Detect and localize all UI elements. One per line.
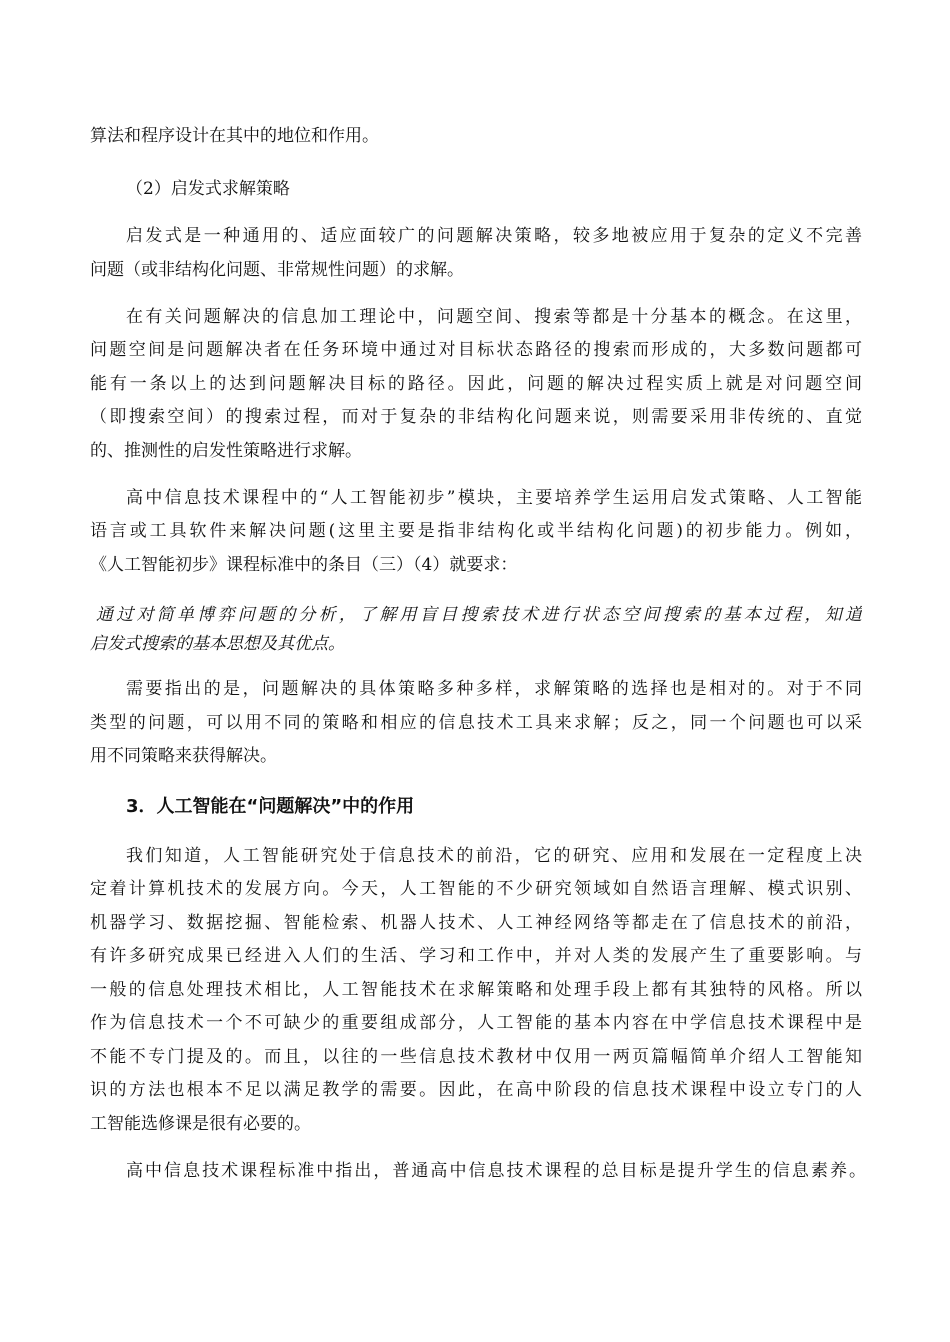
paragraph-line: 用不同策略来获得解决。 [90,746,277,766]
paragraph-line: 作为信息技术一个不可缺少的重要组成部分，人工智能的基本内容在中学信息技术课程中是 [90,1013,862,1033]
paragraph-line: 一般的信息处理技术相比，人工智能技术在求解策略和处理手段上都有其独特的风格。所以 [90,980,862,1000]
paragraph-line: 问题空间是问题解决者在任务环境中通过对目标状态路径的搜索而形成的，大多数问题都可 [90,340,862,360]
paragraph-line: 算法和程序设计在其中的地位和作用。 [90,126,379,146]
paragraph-line: 我们知道，人工智能研究处于信息技术的前沿，它的研究、应用和发展在一定程度上决 [126,846,862,866]
quote-line: 通过对简单博弈问题的分析，了解用盲目搜索技术进行状态空间搜索的基本过程，知道 [96,605,862,625]
paragraph-line: 能有一条以上的达到问题解决目标的路径。因此，问题的解决过程实质上就是对问题空间 [90,374,862,394]
paragraph-line: 识的方法也根本不足以满足教学的需要。因此，在高中阶段的信息技术课程中设立专门的人 [90,1080,862,1100]
paragraph-line: 的、推测性的启发性策略进行求解。 [90,441,362,461]
paragraph-line: 有许多研究成果已经进入人们的生活、学习和工作中，并对人类的发展产生了重要影响。与 [90,946,862,966]
paragraph-line: 《人工智能初步》课程标准中的条目（三）（4）就要求： [90,555,518,575]
paragraph-line: 语言或工具软件来解决问题(这里主要是指非结构化或半结构化问题)的初步能力。例如， [90,521,862,541]
quote-line: 启发式搜索的基本思想及其优点。 [90,634,345,654]
paragraph-line: 类型的问题，可以用不同的策略和相应的信息技术工具来求解；反之，同一个问题也可以采 [90,713,862,733]
paragraph-line: 定着计算机技术的发展方向。今天，人工智能的不少研究领域如自然语言理解、模式识别、 [90,879,862,899]
paragraph-line: 问题（或非结构化问题、非常规性问题）的求解。 [90,260,464,280]
paragraph-line: 工智能选修课是很有必要的。 [90,1114,311,1134]
paragraph-line: （即搜索空间）的搜索过程，而对于复杂的非结构化问题来说，则需要采用非传统的、直觉 [90,407,862,427]
paragraph-line: 高中信息技术课程标准中指出，普通高中信息技术课程的总目标是提升学生的信息素养。 [126,1161,866,1181]
paragraph-line: 启发式是一种通用的、适应面较广的问题解决策略，较多地被应用于复杂的定义不完善 [126,226,862,246]
section-heading: 3．人工智能在“问题解决”中的作用 [126,796,415,817]
paragraph-line: 高中信息技术课程中的“人工智能初步”模块，主要培养学生运用启发式策略、人工智能 [126,488,862,508]
paragraph-line: 在有关问题解决的信息加工理论中，问题空间、搜索等都是十分基本的概念。在这里， [126,307,862,327]
paragraph-line: 机器学习、数据挖掘、智能检索、机器人技术、人工神经网络等都走在了信息技术的前沿， [90,913,862,933]
paragraph-line: 不能不专门提及的。而且，以往的一些信息技术教材中仅用一两页篇幅简单介绍人工智能知 [90,1047,862,1067]
subsection-title: （2）启发式求解策略 [126,179,290,199]
paragraph-line: 需要指出的是，问题解决的具体策略多种多样，求解策略的选择也是相对的。对于不同 [126,679,862,699]
